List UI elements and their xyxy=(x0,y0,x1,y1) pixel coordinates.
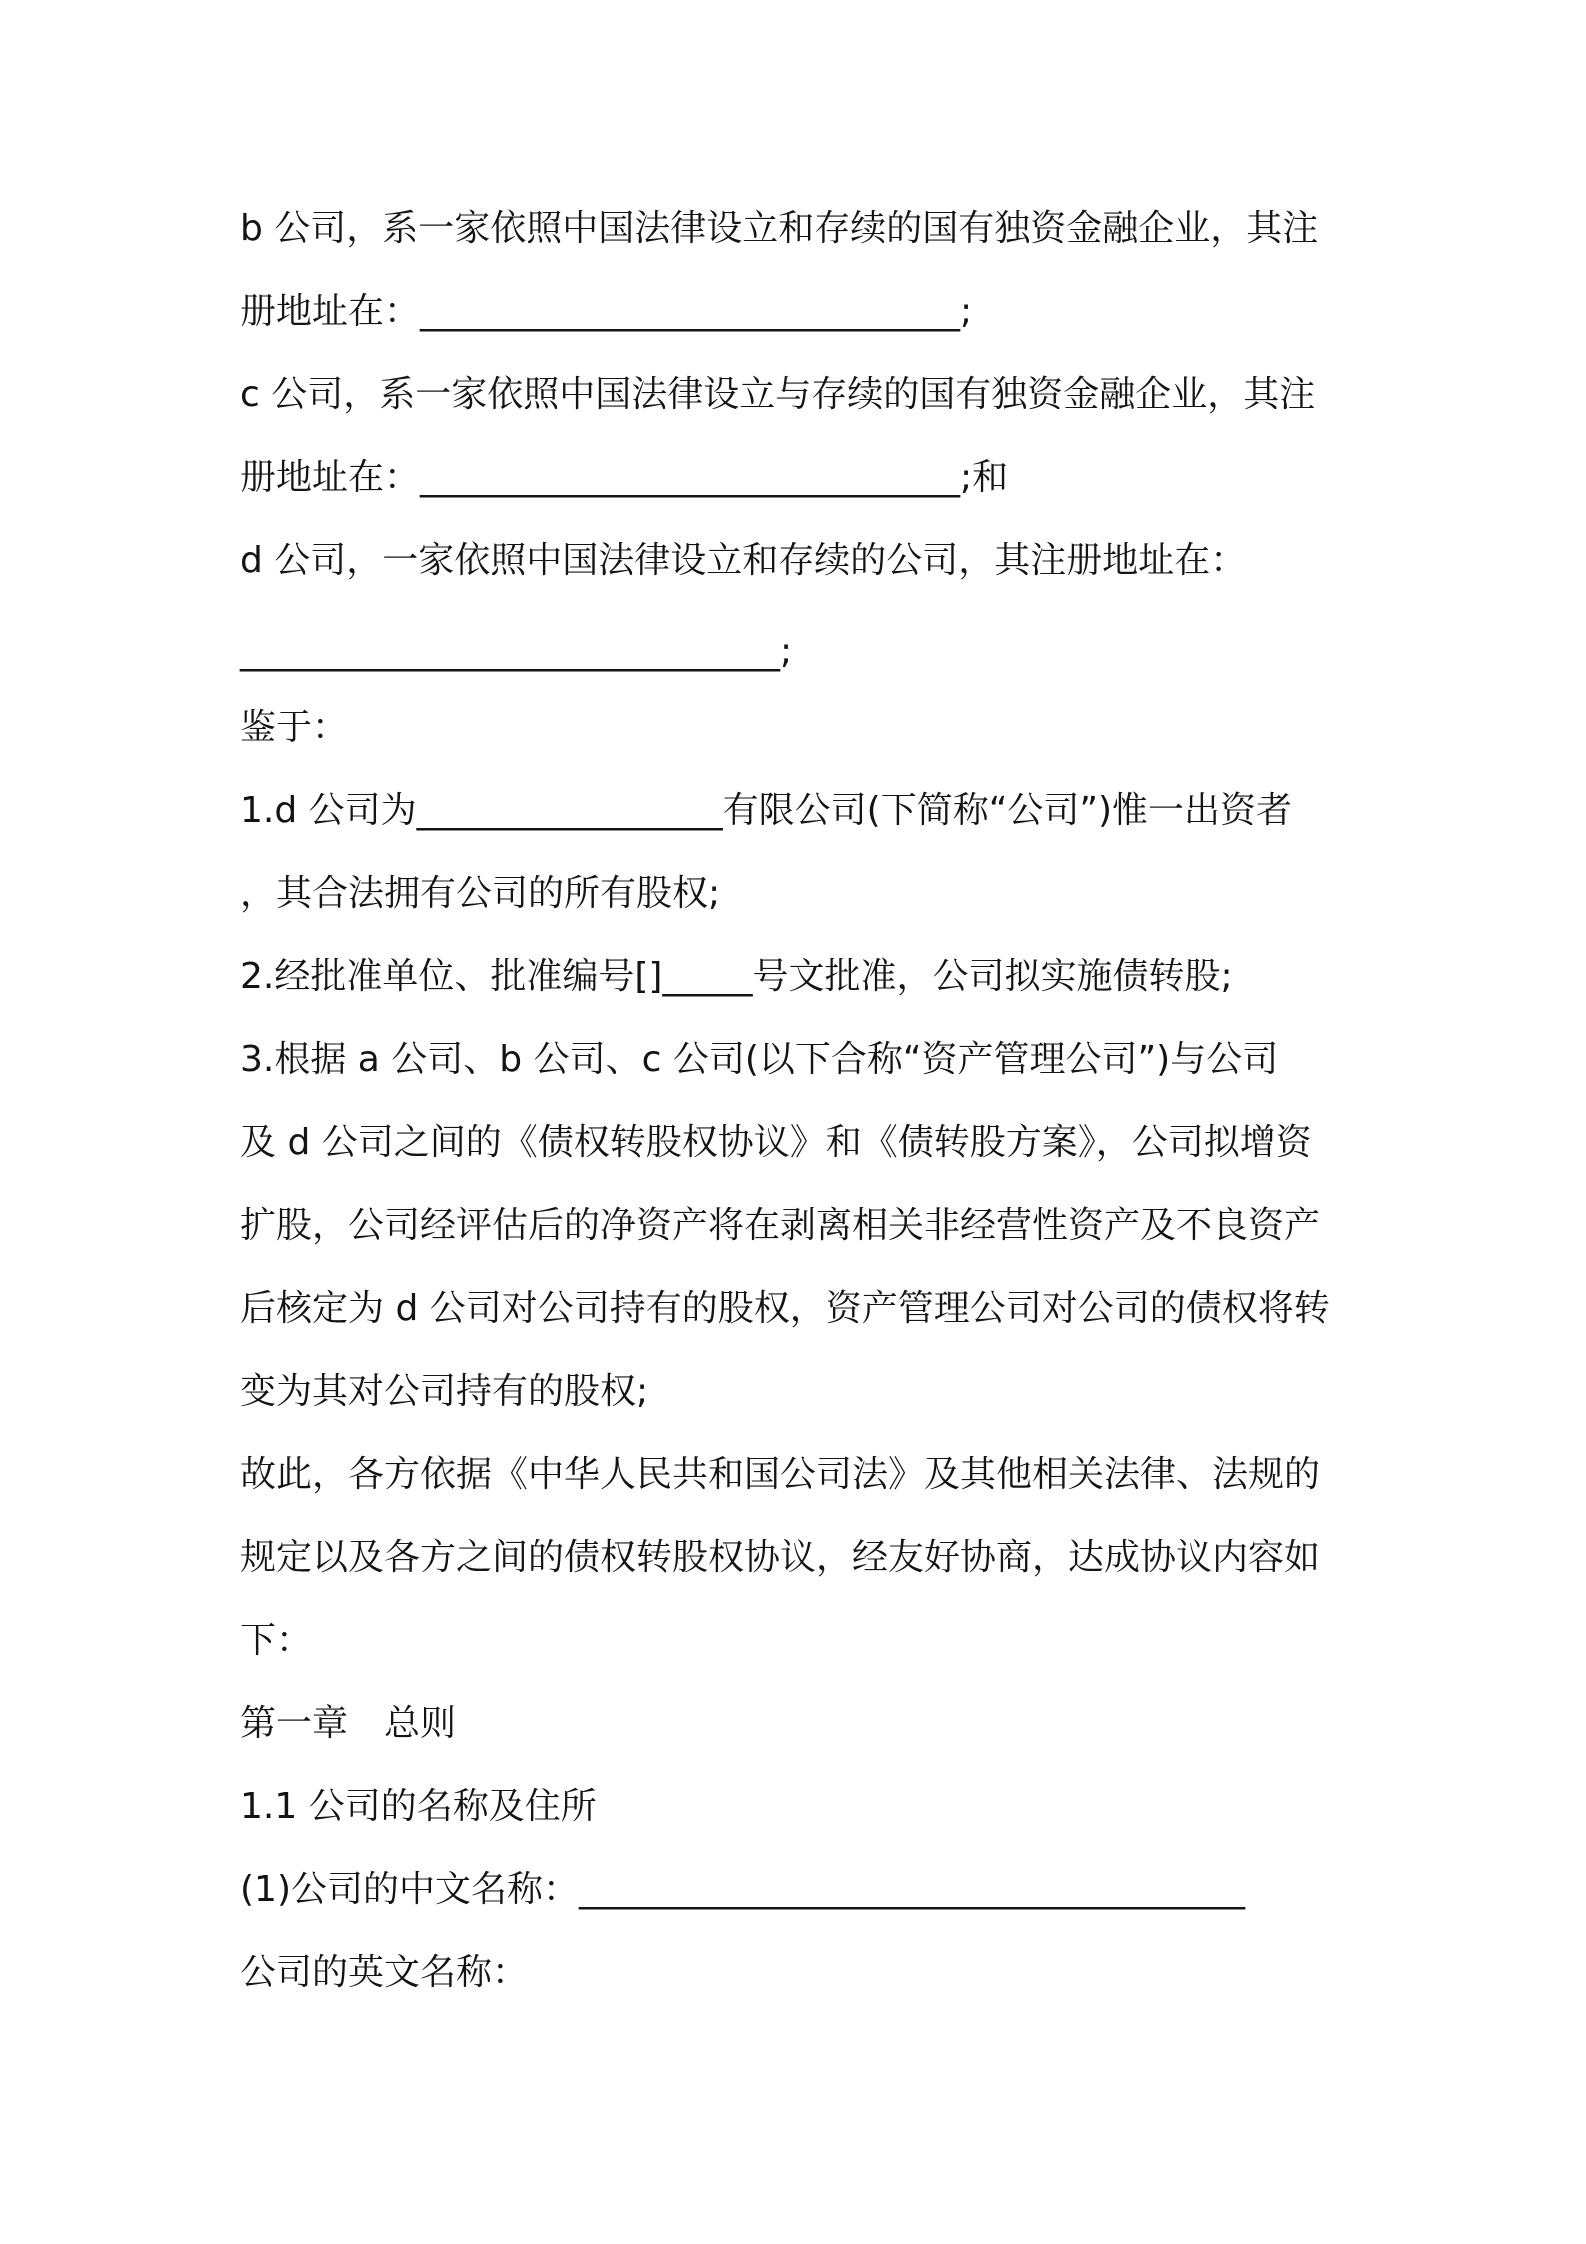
conclusion-line-1: 故此，各方依据《中华人民共和国公司法》及其他相关法律、法规的 xyxy=(240,1454,1321,1495)
recital-2: 2.经批准单位、批准编号[]_____号文批准，公司拟实施债转股; xyxy=(240,956,1233,997)
conclusion-line-2: 规定以及各方之间的债权转股权协议，经友好协商，达成协议内容如 xyxy=(240,1537,1321,1578)
conclusion-line-3: 下： xyxy=(240,1620,313,1661)
recital-3-line-5: 变为其对公司持有的股权; xyxy=(240,1371,649,1412)
section-1-1-heading: 1.1 公司的名称及住所 xyxy=(240,1786,597,1827)
party-b-line-1: b 公司，系一家依照中国法律设立和存续的国有独资金融企业，其注 xyxy=(240,208,1319,249)
party-c-line-2: 册地址在：______________________________;和 xyxy=(240,457,1009,498)
party-c-line-1: c 公司，系一家依照中国法律设立与存续的国有独资金融企业，其注 xyxy=(240,374,1316,415)
recital-1-line-1: 1.d 公司为_________________有限公司(下简称“公司”)惟一出资者 xyxy=(240,790,1293,831)
recital-3-line-2: 及 d 公司之间的《债权转股权协议》和《债转股方案》，公司拟增资 xyxy=(240,1122,1312,1163)
recital-3-line-4: 后核定为 d 公司对公司持有的股权，资产管理公司对公司的债权将转 xyxy=(240,1288,1330,1329)
party-b-line-2: 册地址在：______________________________; xyxy=(240,291,973,332)
party-d-line-1: d 公司，一家依照中国法律设立和存续的公司，其注册地址在： xyxy=(240,540,1247,581)
company-chinese-name-line: (1)公司的中文名称：_____________________________________ xyxy=(240,1869,1245,1910)
whereas-heading: 鉴于： xyxy=(240,707,349,748)
recital-3-line-3: 扩股，公司经评估后的净资产将在剥离相关非经营性资产及不良资产 xyxy=(240,1205,1321,1246)
recital-3-line-1: 3.根据 a 公司、b 公司、c 公司(以下合称“资产管理公司”)与公司 xyxy=(240,1039,1279,1080)
party-d-line-2: ______________________________; xyxy=(240,631,793,672)
recital-1-line-2: ，其合法拥有公司的所有股权; xyxy=(240,873,721,914)
company-english-name-line: 公司的英文名称： xyxy=(240,1952,529,1993)
chapter-1-heading: 第一章 总则 xyxy=(240,1703,457,1744)
